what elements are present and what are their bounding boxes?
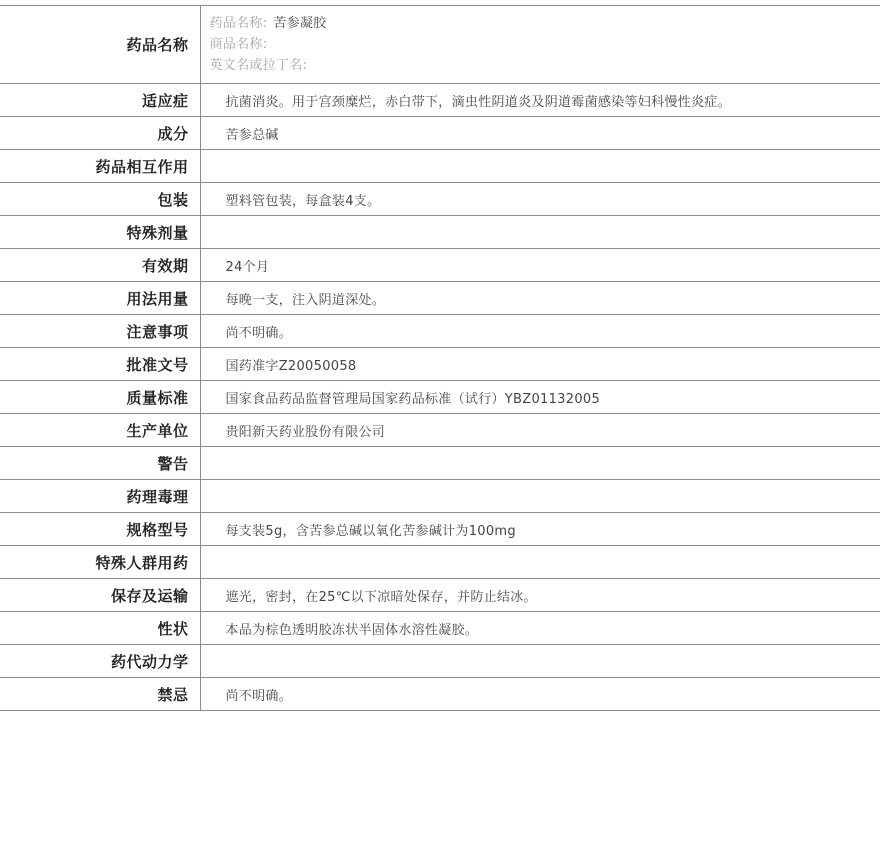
row-value: 本品为棕色透明胶冻状半固体水溶性凝胶。 <box>200 612 880 645</box>
row-label: 警告 <box>0 447 200 480</box>
row-value: 国家食品药品监督管理局国家药品标准（试行）YBZ01132005 <box>200 381 880 414</box>
row-label: 药理毒理 <box>0 480 200 513</box>
table-row <box>0 282 880 315</box>
row-value: 抗菌消炎。用于宫颈糜烂，赤白带下，滴虫性阴道炎及阴道霉菌感染等妇科慢性炎症。 <box>200 84 880 117</box>
row-value <box>200 645 880 678</box>
row-value: 每晚一支，注入阴道深处。 <box>200 282 880 315</box>
drug-spec-table <box>0 5 880 711</box>
row-value <box>200 546 880 579</box>
row-value: 遮光，密封，在25℃以下凉暗处保存，并防止结冰。 <box>200 579 880 612</box>
row-label: 药代动力学 <box>0 645 200 678</box>
table-row <box>0 480 880 513</box>
table-row <box>0 381 880 414</box>
row-label: 有效期 <box>0 249 200 282</box>
row-label-drug-name: 药品名称 <box>0 6 200 84</box>
table-row <box>0 678 880 711</box>
row-value <box>200 216 880 249</box>
row-label: 批准文号 <box>0 348 200 381</box>
table-row <box>0 84 880 117</box>
row-value: 国药准字Z20050058 <box>200 348 880 381</box>
table-row <box>0 645 880 678</box>
row-label: 成分 <box>0 117 200 150</box>
table-row <box>0 216 880 249</box>
table-row <box>0 249 880 282</box>
table-row <box>0 348 880 381</box>
trade-name-key: 商品名称: <box>209 37 268 52</box>
table-row-drug-name <box>0 6 880 84</box>
drug-name-line <box>210 13 880 34</box>
row-label: 保存及运输 <box>0 579 200 612</box>
row-label: 特殊剂量 <box>0 216 200 249</box>
drug-name-key: 药品名称: <box>209 16 268 31</box>
row-label: 禁忌 <box>0 678 200 711</box>
row-value: 塑料管包装，每盒装4支。 <box>200 183 880 216</box>
english-name-line <box>210 55 880 76</box>
english-name-key: 英文名或拉丁名: <box>209 58 308 73</box>
row-label: 特殊人群用药 <box>0 546 200 579</box>
row-label: 适应症 <box>0 84 200 117</box>
drug-name-value: 苦参凝胶 <box>273 16 327 31</box>
table-row <box>0 546 880 579</box>
row-value: 贵阳新天药业股份有限公司 <box>200 414 880 447</box>
row-value <box>200 480 880 513</box>
row-label: 生产单位 <box>0 414 200 447</box>
row-value: 苦参总碱 <box>200 117 880 150</box>
table-row <box>0 579 880 612</box>
row-label: 药品相互作用 <box>0 150 200 183</box>
table-row <box>0 414 880 447</box>
row-value: 尚不明确。 <box>200 678 880 711</box>
drug-name-details <box>200 6 880 84</box>
row-label: 规格型号 <box>0 513 200 546</box>
row-value <box>200 150 880 183</box>
table-row <box>0 513 880 546</box>
trade-name-line <box>210 34 880 55</box>
row-label: 注意事项 <box>0 315 200 348</box>
table-row <box>0 183 880 216</box>
row-value: 24个月 <box>200 249 880 282</box>
row-value <box>200 447 880 480</box>
table-row <box>0 447 880 480</box>
row-label: 性状 <box>0 612 200 645</box>
row-value: 尚不明确。 <box>200 315 880 348</box>
row-label: 用法用量 <box>0 282 200 315</box>
table-row <box>0 315 880 348</box>
table-row <box>0 150 880 183</box>
row-label: 质量标准 <box>0 381 200 414</box>
table-row <box>0 117 880 150</box>
table-row <box>0 612 880 645</box>
row-label: 包装 <box>0 183 200 216</box>
drug-spec-table-body <box>0 6 880 711</box>
row-value: 每支装5g，含苦参总碱以氧化苦参碱计为100mg <box>200 513 880 546</box>
